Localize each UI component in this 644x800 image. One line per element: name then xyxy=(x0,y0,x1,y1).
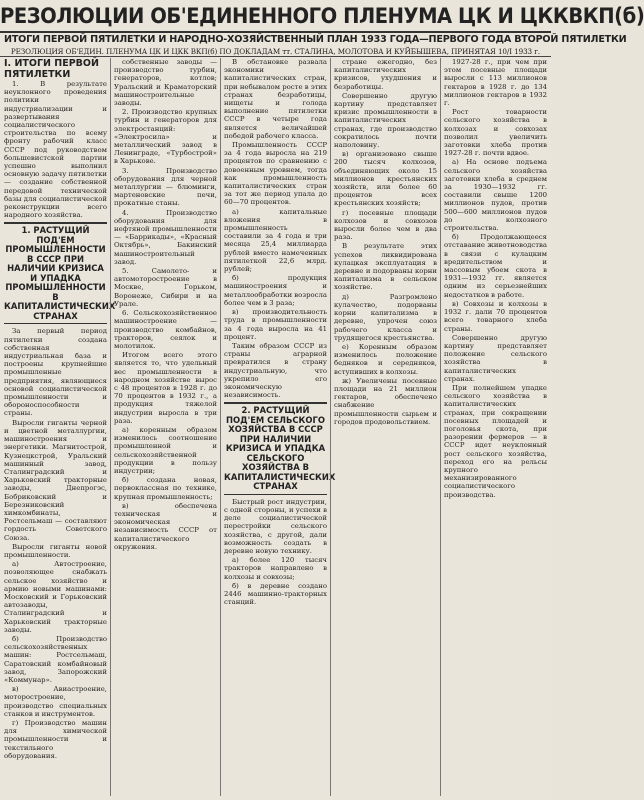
paragraph: в) производительность труда в промышленности за 4 года выросла на 41 процент. xyxy=(224,308,327,341)
paragraph: 3. Производство оборудования для черной металлургии — блюминги, мартеновские печи, прокатные станы. xyxy=(114,166,217,208)
paragraph: При полнейшем упадке сельского хозяйства в капиталистических странах, при сокращении посевных площадей и поголовья скота, при разорении фермеров — в СССР идет неуклонный рост сельского хозяйства, переход его на рельсы крупного механизированного социалистического производства. xyxy=(444,383,547,499)
paragraph: 1927-28 г., при чем при этом посевные площади выросли с 113 миллионов гектаров в 1928 г. до 134 миллионов гектаров в 1932 г. xyxy=(444,58,547,108)
paragraph: В результате этих успехов ликвидирована кулацкая эксплуатация в деревне и подорваны корни капитализма в сельском хозяйстве. xyxy=(334,242,437,292)
paragraph: г) Производство машин для химической промышленности и текстильного оборудования. xyxy=(4,719,107,760)
paragraph: б) создана новая, первоклассная по технике, крупная промышленность; xyxy=(114,476,217,501)
column-divider xyxy=(220,58,221,796)
paragraph: г) посевные площади колхозов и совхозов выросли более чем в два раза. xyxy=(334,208,437,242)
paragraph: Выросли гиганты черной и цветной металлургии, машиностроения и энергетики. Магнитострой, Кузнецкстрой, Уральский машинный завод, Сталинградский и Харьковский тракторные заводы, Днепрогэс, Бобриковский и Березниковский химкомбинаты, Ростсельмаш — составляют гордость Советского Союза. xyxy=(4,418,107,542)
paragraph: Совершенно другую картину представляет кризис промышленности в капиталистических странах, где производство сократилось почти наполовину. xyxy=(334,91,437,150)
column-divider xyxy=(110,58,111,796)
paragraph: собственные заводы — производство турбин, генераторов, котлов; Уральский и Краматорский машиностроительные заводы. xyxy=(114,58,217,108)
column-1 xyxy=(4,58,116,796)
masthead-rule xyxy=(0,31,551,33)
paragraph: е) Коренным образом изменилось положение бедняков и середняков, вступивших в колхозы. xyxy=(334,342,437,376)
paragraph: в) Совхозы и колхозы в 1932 г. дали 70 процентов всего товарного хлеба страны. xyxy=(444,299,547,333)
paragraph: Совершенно другую картину представляет положение сельского хозяйства в капиталистических странах. xyxy=(444,333,547,383)
paragraph: Итогом всего этого является то, что удельный вес промышленности в народном хозяйстве вырос с 48 процентов в 1928 г. до 70 процентов в 1932 г., а продукция тяжелой индустрии выросла в три раза. xyxy=(114,351,217,425)
column-4 xyxy=(334,58,437,796)
column-2 xyxy=(114,58,217,796)
paragraph: За первый период пятилетки создана собственная индустриальная база и построены крупнейшие промышленные предприятия, являющиеся основой социалистической промышленности и обороноспособности страны. xyxy=(4,327,107,418)
paragraph: а) коренным образом изменилось соотношение промышленной и сельскохозяйственной продукции в пользу индустрии; xyxy=(114,425,217,475)
paragraph: 1. В результате неуклонного проведения политики индустриализации и развертывания социалистического строительства по всему фронту рабочий класс СССР под руководством большевистской партии успешно выполнил основную задачу пятилетки — создание собственной передовой технической базы для социалистической реконструкции всего народного хозяйства. xyxy=(4,80,107,220)
paragraph: Быстрый рост индустрии, с одной стороны, и успехи в деле социалистической перестройки сельского хозяйства, с другой, дали возможность создать в деревне новую технику. xyxy=(224,497,327,556)
column-5 xyxy=(444,58,547,796)
paragraph: б) продукция машиностроения и металлообработки возросла более чем в 3 раза; xyxy=(224,274,327,307)
paragraph: Промышленность СССР за 4 года выросла на 219 процентов по сравнению с довоенным уровнем, тогда как промышленность капиталистических стран за тот же период упала до 60—70 процентов. xyxy=(224,141,327,207)
paragraph: Таким образом СССР из страны аграрной превратился в страну индустриальную, что укрепило его экономическую независимость. xyxy=(224,341,327,400)
section-subheading: 1. РАСТУЩИЙ ПОД'ЕМ ПРОМЫШЛЕННОСТИ В СССР ПРИ НАЛИЧИИ КРИЗИСА И УПАДКА ПРОМЫШЛЕННОСТИ В КАПИТАЛИСТИЧЕСКИХ СТРАНАХ xyxy=(4,222,107,324)
paragraph: б) Производство сельскохозяйственных машин: Ростсельмаш, Саратовский комбайновый завод, Запорожский «Коммунар». xyxy=(4,634,107,684)
resolution-headline: ИТОГИ ПЕРВОЙ ПЯТИЛЕТКИ И НАРОДНО-ХОЗЯЙСТВЕННЫЙ ПЛАН 1933 ГОДА—ПЕРВОГО ГОДА ВТОРОЙ ПЯТИЛЕТКИ xyxy=(4,34,627,45)
paragraph: Рост товарности сельского хозяйства в колхозах и совхозах позволил увеличить заготовки хлеба против 1927-28 г. почти вдвое. xyxy=(444,108,547,158)
paragraph: б) в деревне создано 2446 машинно-тракторных станций. xyxy=(224,581,327,607)
paragraph: Выросли гиганты новой промышленности. xyxy=(4,542,107,559)
paragraph: в) Авиастроение, моторостроение, производство специальных станков и инструментов. xyxy=(4,685,107,718)
paragraph: в) организовано свыше 200 тысяч колхозов, объединяющих около 15 миллионов крестьянских хозяйств, или более 60 процентов всех крестьянских хозяйств; xyxy=(334,150,437,208)
paragraph: а) На основе подъема сельского хозяйства заготовки хлеба в среднем за 1930—1932 гг. составили свыше 1200 миллионов пудов, против 500—600 миллионов пудов до колхозного строительства. xyxy=(444,158,547,233)
paragraph: 5. Самолето- и автомоторостроение в Москве, Горьком, Воронеже, Сибири и на Урале. xyxy=(114,267,217,308)
resolution-subline: РЕЗОЛЮЦИЯ ОБ'ЕДИН. ПЛЕНУМА ЦК И ЦКК ВКП(б) ПО ДОКЛАДАМ тт. СТАЛИНА, МОЛОТОВА И КУЙБЫШЕВА, ПРИНЯТАЯ 10/I 1933 г. xyxy=(10,47,541,56)
paragraph: 6. Сельскохозяйственное машиностроение — производство комбайнов, тракторов, сеялок и молотилок. xyxy=(114,309,217,350)
paragraph: стране ежегодно, без капиталистических кризисов, ухудшения и безработицы. xyxy=(334,58,437,91)
paragraph: б) Продолжающееся отставание животноводства в связи с кулацким вредительством и массовым убоем скота в 1931—1932 гг. является одним из серьезнейших недостатков в работе. xyxy=(444,233,547,299)
paragraph: а) капитальные вложения в промышленность составили за 4 года и три месяца 25,4 миллиарда рублей вместо намеченных пятилеткой 22,6 млрд. рублей; xyxy=(224,207,327,274)
paragraph: д) Разгромлено кулачество, подорваны корни капитализма в деревне, упрочен союз рабочего класса и трудящегося крестьянства. xyxy=(334,292,437,342)
paragraph: В обстановке развала экономики капиталистических стран, при небывалом росте в этих странах безработицы, нищеты и голода выполнение пятилетки СССР в четыре года является величайшей победой рабочего класса. xyxy=(224,58,327,140)
column-divider xyxy=(330,58,331,796)
section-subheading: 2. РАСТУЩИЙ ПОД'ЕМ СЕЛЬСКОГО ХОЗЯЙСТВА В СССР ПРИ НАЛИЧИИ КРИЗИСА И УПАДКА СЕЛЬСКОГО ХОЗЯЙСТВА В КАПИТАЛИСТИЧЕСКИХ СТРАНАХ xyxy=(224,402,327,495)
paragraph: ж) Увеличены посевные площади на 21 миллион гектаров, обеспечено снабжение промышленности сырьем и городов продовольствием. xyxy=(334,376,437,426)
masthead-title: РЕЗОЛЮЦИИ ОБ'ЕДИНЕННОГО ПЛЕНУМА ЦК И ЦККВКП(б) xyxy=(0,4,644,28)
subhead-rule xyxy=(0,56,551,57)
column-divider xyxy=(440,58,441,796)
paragraph: 4. Производство оборудования для нефтяной промышленности — «Баррикады», «Красный Октябрь», Бакинский машиностроительный завод. xyxy=(114,208,217,266)
section-heading: I. ИТОГИ ПЕРВОЙ ПЯТИЛЕТКИ xyxy=(4,58,99,80)
paragraph: в) обеспечена техническая и экономическая независимость СССР от капиталистического окружения. xyxy=(114,501,217,551)
column-3 xyxy=(224,58,336,796)
paragraph: а) более 120 тысяч тракторов направлено в колхозы и совхозы; xyxy=(224,556,327,581)
paragraph: а) Автостроение, позволяющее снабжать сельское хозяйство и армию новыми машинами: Московский и Горьковский автозаводы, Сталинградский и Харьковский тракторные заводы. xyxy=(4,560,107,634)
paragraph: 2. Производство крупных турбин и генераторов для электростанций: «Электросила» и металлический завод в Ленинграде, «Турбострой» в Харькове. xyxy=(114,108,217,166)
